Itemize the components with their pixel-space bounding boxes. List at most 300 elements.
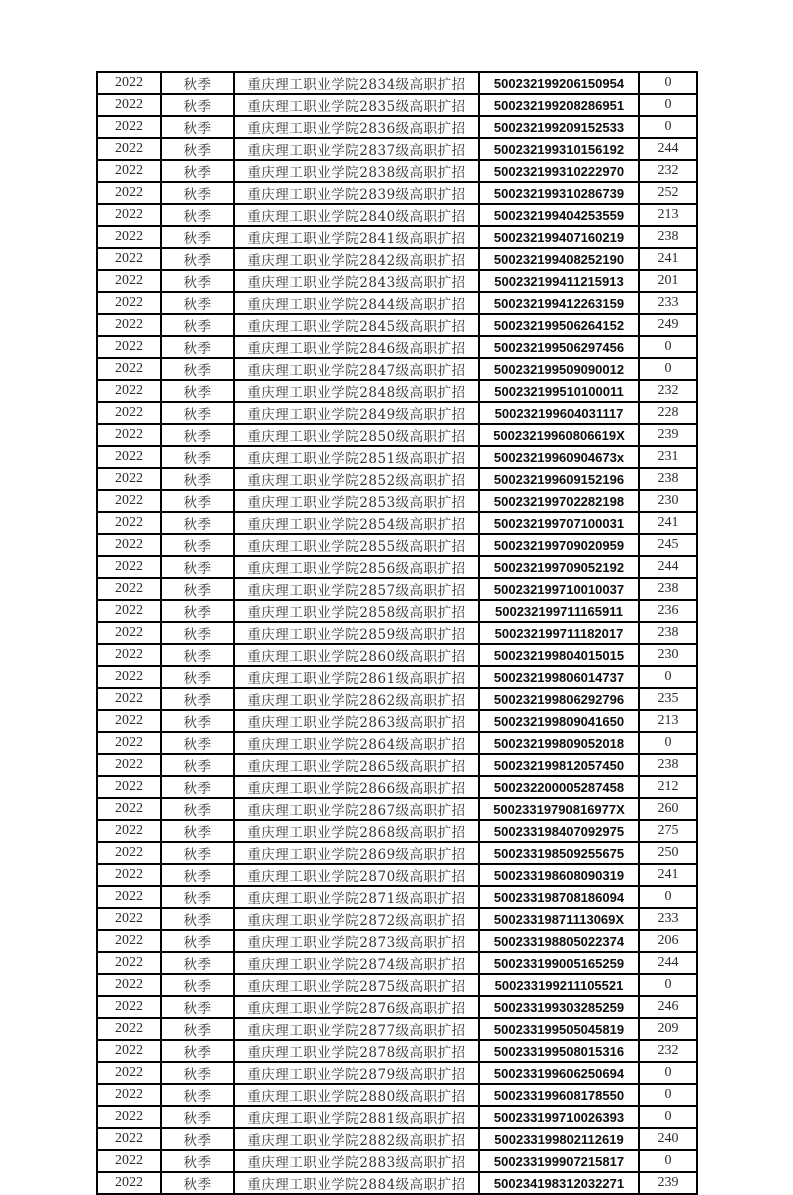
table-row xyxy=(97,512,697,534)
class-name-cell: 重庆理工职业学院2861级高职扩招 xyxy=(234,666,479,688)
season-cell: 秋季 xyxy=(161,710,234,732)
class-name-cell: 重庆理工职业学院2863级高职扩招 xyxy=(234,710,479,732)
year-cell: 2022 xyxy=(97,248,161,270)
season-cell: 秋季 xyxy=(161,842,234,864)
id-number-cell: 500233198708186094 xyxy=(479,886,639,908)
score-cell: 244 xyxy=(639,138,697,160)
year-cell: 2022 xyxy=(97,1106,161,1128)
table-row xyxy=(97,490,697,512)
season-cell: 秋季 xyxy=(161,622,234,644)
score-cell: 0 xyxy=(639,732,697,754)
season-cell: 秋季 xyxy=(161,512,234,534)
table-row xyxy=(97,886,697,908)
year-cell: 2022 xyxy=(97,424,161,446)
season-cell: 秋季 xyxy=(161,952,234,974)
season-cell: 秋季 xyxy=(161,204,234,226)
class-name-cell: 重庆理工职业学院2883级高职扩招 xyxy=(234,1150,479,1172)
table-row xyxy=(97,688,697,710)
year-cell: 2022 xyxy=(97,1062,161,1084)
class-name-cell: 重庆理工职业学院2857级高职扩招 xyxy=(234,578,479,600)
year-cell: 2022 xyxy=(97,1018,161,1040)
year-cell: 2022 xyxy=(97,490,161,512)
class-name-cell: 重庆理工职业学院2871级高职扩招 xyxy=(234,886,479,908)
id-number-cell: 500232199707100031 xyxy=(479,512,639,534)
season-cell: 秋季 xyxy=(161,248,234,270)
id-number-cell: 500232199208286951 xyxy=(479,94,639,116)
table-row xyxy=(97,1106,697,1128)
class-name-cell: 重庆理工职业学院2884级高职扩招 xyxy=(234,1172,479,1194)
year-cell: 2022 xyxy=(97,204,161,226)
table-row xyxy=(97,974,697,996)
year-cell: 2022 xyxy=(97,688,161,710)
class-name-cell: 重庆理工职业学院2870级高职扩招 xyxy=(234,864,479,886)
score-cell: 232 xyxy=(639,160,697,182)
id-number-cell: 500232199310286739 xyxy=(479,182,639,204)
id-number-cell: 500232199412263159 xyxy=(479,292,639,314)
table-row xyxy=(97,556,697,578)
score-cell: 206 xyxy=(639,930,697,952)
year-cell: 2022 xyxy=(97,600,161,622)
table-row xyxy=(97,1062,697,1084)
class-name-cell: 重庆理工职业学院2848级高职扩招 xyxy=(234,380,479,402)
score-cell: 230 xyxy=(639,644,697,666)
class-name-cell: 重庆理工职业学院2851级高职扩招 xyxy=(234,446,479,468)
score-cell: 0 xyxy=(639,94,697,116)
season-cell: 秋季 xyxy=(161,886,234,908)
season-cell: 秋季 xyxy=(161,182,234,204)
season-cell: 秋季 xyxy=(161,116,234,138)
year-cell: 2022 xyxy=(97,952,161,974)
table-row xyxy=(97,666,697,688)
season-cell: 秋季 xyxy=(161,1172,234,1194)
table-row xyxy=(97,952,697,974)
table-row xyxy=(97,1150,697,1172)
table-row xyxy=(97,1018,697,1040)
id-number-cell: 50023219960904673x xyxy=(479,446,639,468)
season-cell: 秋季 xyxy=(161,908,234,930)
season-cell: 秋季 xyxy=(161,798,234,820)
year-cell: 2022 xyxy=(97,732,161,754)
season-cell: 秋季 xyxy=(161,160,234,182)
id-number-cell: 500232199806014737 xyxy=(479,666,639,688)
id-number-cell: 500233199802112619 xyxy=(479,1128,639,1150)
id-number-cell: 500232199604031117 xyxy=(479,402,639,424)
season-cell: 秋季 xyxy=(161,468,234,490)
class-name-cell: 重庆理工职业学院2847级高职扩招 xyxy=(234,358,479,380)
score-cell: 246 xyxy=(639,996,697,1018)
table-row xyxy=(97,776,697,798)
id-number-cell: 500232199310222970 xyxy=(479,160,639,182)
id-number-cell: 500233199005165259 xyxy=(479,952,639,974)
id-number-cell: 500232199510100011 xyxy=(479,380,639,402)
score-cell: 209 xyxy=(639,1018,697,1040)
score-cell: 230 xyxy=(639,490,697,512)
class-name-cell: 重庆理工职业学院2849级高职扩招 xyxy=(234,402,479,424)
class-name-cell: 重庆理工职业学院2846级高职扩招 xyxy=(234,336,479,358)
class-name-cell: 重庆理工职业学院2850级高职扩招 xyxy=(234,424,479,446)
table-row xyxy=(97,292,697,314)
year-cell: 2022 xyxy=(97,72,161,94)
table-row xyxy=(97,864,697,886)
table-row xyxy=(97,402,697,424)
season-cell: 秋季 xyxy=(161,94,234,116)
score-cell: 213 xyxy=(639,710,697,732)
year-cell: 2022 xyxy=(97,270,161,292)
table-row xyxy=(97,710,697,732)
year-cell: 2022 xyxy=(97,1040,161,1062)
id-number-cell: 500232199506297456 xyxy=(479,336,639,358)
score-cell: 240 xyxy=(639,1128,697,1150)
table-row xyxy=(97,424,697,446)
class-name-cell: 重庆理工职业学院2876级高职扩招 xyxy=(234,996,479,1018)
season-cell: 秋季 xyxy=(161,754,234,776)
id-number-cell: 500232199404253559 xyxy=(479,204,639,226)
id-number-cell: 500232199407160219 xyxy=(479,226,639,248)
season-cell: 秋季 xyxy=(161,600,234,622)
id-number-cell: 500232199711165911 xyxy=(479,600,639,622)
season-cell: 秋季 xyxy=(161,776,234,798)
results-table xyxy=(96,71,698,1195)
class-name-cell: 重庆理工职业学院2855级高职扩招 xyxy=(234,534,479,556)
class-name-cell: 重庆理工职业学院2837级高职扩招 xyxy=(234,138,479,160)
score-cell: 238 xyxy=(639,226,697,248)
score-cell: 252 xyxy=(639,182,697,204)
class-name-cell: 重庆理工职业学院2875级高职扩招 xyxy=(234,974,479,996)
table-row xyxy=(97,226,697,248)
table-row xyxy=(97,908,697,930)
year-cell: 2022 xyxy=(97,930,161,952)
id-number-cell: 500233199608178550 xyxy=(479,1084,639,1106)
score-cell: 241 xyxy=(639,864,697,886)
score-cell: 0 xyxy=(639,116,697,138)
year-cell: 2022 xyxy=(97,138,161,160)
season-cell: 秋季 xyxy=(161,490,234,512)
year-cell: 2022 xyxy=(97,446,161,468)
class-name-cell: 重庆理工职业学院2865级高职扩招 xyxy=(234,754,479,776)
season-cell: 秋季 xyxy=(161,1106,234,1128)
year-cell: 2022 xyxy=(97,358,161,380)
table-row xyxy=(97,1040,697,1062)
id-number-cell: 500233199606250694 xyxy=(479,1062,639,1084)
class-name-cell: 重庆理工职业学院2881级高职扩招 xyxy=(234,1106,479,1128)
table-row xyxy=(97,622,697,644)
id-number-cell: 500233198509255675 xyxy=(479,842,639,864)
table-row xyxy=(97,160,697,182)
year-cell: 2022 xyxy=(97,1084,161,1106)
id-number-cell: 500233198608090319 xyxy=(479,864,639,886)
season-cell: 秋季 xyxy=(161,380,234,402)
score-cell: 0 xyxy=(639,1062,697,1084)
id-number-cell: 500232199806292796 xyxy=(479,688,639,710)
table-row xyxy=(97,732,697,754)
score-cell: 212 xyxy=(639,776,697,798)
year-cell: 2022 xyxy=(97,754,161,776)
class-name-cell: 重庆理工职业学院2879级高职扩招 xyxy=(234,1062,479,1084)
id-number-cell: 500232199609152196 xyxy=(479,468,639,490)
year-cell: 2022 xyxy=(97,512,161,534)
table-row xyxy=(97,600,697,622)
score-cell: 228 xyxy=(639,402,697,424)
table-row xyxy=(97,358,697,380)
year-cell: 2022 xyxy=(97,820,161,842)
season-cell: 秋季 xyxy=(161,1018,234,1040)
class-name-cell: 重庆理工职业学院2835级高职扩招 xyxy=(234,94,479,116)
score-cell: 231 xyxy=(639,446,697,468)
year-cell: 2022 xyxy=(97,776,161,798)
year-cell: 2022 xyxy=(97,1150,161,1172)
score-cell: 241 xyxy=(639,248,697,270)
class-name-cell: 重庆理工职业学院2859级高职扩招 xyxy=(234,622,479,644)
table-row xyxy=(97,1084,697,1106)
score-cell: 201 xyxy=(639,270,697,292)
year-cell: 2022 xyxy=(97,336,161,358)
year-cell: 2022 xyxy=(97,864,161,886)
year-cell: 2022 xyxy=(97,996,161,1018)
score-cell: 232 xyxy=(639,380,697,402)
score-cell: 250 xyxy=(639,842,697,864)
season-cell: 秋季 xyxy=(161,578,234,600)
table-row xyxy=(97,754,697,776)
season-cell: 秋季 xyxy=(161,688,234,710)
id-number-cell: 500232199411215913 xyxy=(479,270,639,292)
table-row xyxy=(97,798,697,820)
table-row xyxy=(97,116,697,138)
score-cell: 238 xyxy=(639,754,697,776)
year-cell: 2022 xyxy=(97,534,161,556)
class-name-cell: 重庆理工职业学院2873级高职扩招 xyxy=(234,930,479,952)
id-number-cell: 500233198805022374 xyxy=(479,930,639,952)
year-cell: 2022 xyxy=(97,380,161,402)
class-name-cell: 重庆理工职业学院2868级高职扩招 xyxy=(234,820,479,842)
score-cell: 233 xyxy=(639,908,697,930)
season-cell: 秋季 xyxy=(161,732,234,754)
score-cell: 0 xyxy=(639,358,697,380)
score-cell: 241 xyxy=(639,512,697,534)
year-cell: 2022 xyxy=(97,314,161,336)
score-cell: 0 xyxy=(639,1106,697,1128)
table-row xyxy=(97,380,697,402)
table-row xyxy=(97,1172,697,1194)
score-cell: 0 xyxy=(639,72,697,94)
season-cell: 秋季 xyxy=(161,138,234,160)
score-cell: 0 xyxy=(639,974,697,996)
table-row xyxy=(97,842,697,864)
class-name-cell: 重庆理工职业学院2867级高职扩招 xyxy=(234,798,479,820)
season-cell: 秋季 xyxy=(161,996,234,1018)
season-cell: 秋季 xyxy=(161,1040,234,1062)
id-number-cell: 500232200005287458 xyxy=(479,776,639,798)
table-row xyxy=(97,534,697,556)
season-cell: 秋季 xyxy=(161,424,234,446)
season-cell: 秋季 xyxy=(161,666,234,688)
id-number-cell: 500233199907215817 xyxy=(479,1150,639,1172)
id-number-cell: 500233199710026393 xyxy=(479,1106,639,1128)
year-cell: 2022 xyxy=(97,1128,161,1150)
class-name-cell: 重庆理工职业学院2874级高职扩招 xyxy=(234,952,479,974)
score-cell: 238 xyxy=(639,578,697,600)
score-cell: 260 xyxy=(639,798,697,820)
score-cell: 235 xyxy=(639,688,697,710)
class-name-cell: 重庆理工职业学院2858级高职扩招 xyxy=(234,600,479,622)
year-cell: 2022 xyxy=(97,226,161,248)
year-cell: 2022 xyxy=(97,842,161,864)
id-number-cell: 500232199702282198 xyxy=(479,490,639,512)
season-cell: 秋季 xyxy=(161,864,234,886)
id-number-cell: 500232199509090012 xyxy=(479,358,639,380)
year-cell: 2022 xyxy=(97,292,161,314)
season-cell: 秋季 xyxy=(161,446,234,468)
id-number-cell: 500233199508015316 xyxy=(479,1040,639,1062)
score-cell: 239 xyxy=(639,424,697,446)
year-cell: 2022 xyxy=(97,710,161,732)
season-cell: 秋季 xyxy=(161,292,234,314)
class-name-cell: 重庆理工职业学院2856级高职扩招 xyxy=(234,556,479,578)
id-number-cell: 500232199812057450 xyxy=(479,754,639,776)
score-cell: 249 xyxy=(639,314,697,336)
season-cell: 秋季 xyxy=(161,820,234,842)
table-row xyxy=(97,182,697,204)
year-cell: 2022 xyxy=(97,556,161,578)
score-cell: 238 xyxy=(639,622,697,644)
class-name-cell: 重庆理工职业学院2843级高职扩招 xyxy=(234,270,479,292)
id-number-cell: 50023319871113069X xyxy=(479,908,639,930)
table-row xyxy=(97,468,697,490)
class-name-cell: 重庆理工职业学院2838级高职扩招 xyxy=(234,160,479,182)
results-table-body xyxy=(97,72,697,1194)
score-cell: 0 xyxy=(639,1084,697,1106)
score-cell: 233 xyxy=(639,292,697,314)
year-cell: 2022 xyxy=(97,578,161,600)
year-cell: 2022 xyxy=(97,666,161,688)
id-number-cell: 500233198407092975 xyxy=(479,820,639,842)
score-cell: 236 xyxy=(639,600,697,622)
table-row xyxy=(97,1128,697,1150)
year-cell: 2022 xyxy=(97,974,161,996)
table-row xyxy=(97,820,697,842)
table-row xyxy=(97,248,697,270)
year-cell: 2022 xyxy=(97,644,161,666)
class-name-cell: 重庆理工职业学院2840级高职扩招 xyxy=(234,204,479,226)
table-row xyxy=(97,314,697,336)
class-name-cell: 重庆理工职业学院2842级高职扩招 xyxy=(234,248,479,270)
score-cell: 275 xyxy=(639,820,697,842)
season-cell: 秋季 xyxy=(161,1128,234,1150)
table-row xyxy=(97,578,697,600)
table-row xyxy=(97,644,697,666)
year-cell: 2022 xyxy=(97,182,161,204)
score-cell: 245 xyxy=(639,534,697,556)
score-cell: 244 xyxy=(639,952,697,974)
class-name-cell: 重庆理工职业学院2841级高职扩招 xyxy=(234,226,479,248)
season-cell: 秋季 xyxy=(161,270,234,292)
score-cell: 0 xyxy=(639,336,697,358)
table-row xyxy=(97,336,697,358)
season-cell: 秋季 xyxy=(161,534,234,556)
year-cell: 2022 xyxy=(97,160,161,182)
season-cell: 秋季 xyxy=(161,72,234,94)
class-name-cell: 重庆理工职业学院2882级高职扩招 xyxy=(234,1128,479,1150)
season-cell: 秋季 xyxy=(161,1084,234,1106)
score-cell: 232 xyxy=(639,1040,697,1062)
id-number-cell: 500232199310156192 xyxy=(479,138,639,160)
season-cell: 秋季 xyxy=(161,930,234,952)
class-name-cell: 重庆理工职业学院2853级高职扩招 xyxy=(234,490,479,512)
table-row xyxy=(97,446,697,468)
season-cell: 秋季 xyxy=(161,556,234,578)
score-cell: 239 xyxy=(639,1172,697,1194)
year-cell: 2022 xyxy=(97,402,161,424)
class-name-cell: 重庆理工职业学院2877级高职扩招 xyxy=(234,1018,479,1040)
id-number-cell: 500232199711182017 xyxy=(479,622,639,644)
class-name-cell: 重庆理工职业学院2862级高职扩招 xyxy=(234,688,479,710)
id-number-cell: 500233199303285259 xyxy=(479,996,639,1018)
year-cell: 2022 xyxy=(97,468,161,490)
id-number-cell: 50023219960806619X xyxy=(479,424,639,446)
class-name-cell: 重庆理工职业学院2872级高职扩招 xyxy=(234,908,479,930)
class-name-cell: 重庆理工职业学院2836级高职扩招 xyxy=(234,116,479,138)
id-number-cell: 500233199211105521 xyxy=(479,974,639,996)
class-name-cell: 重庆理工职业学院2852级高职扩招 xyxy=(234,468,479,490)
year-cell: 2022 xyxy=(97,1172,161,1194)
class-name-cell: 重庆理工职业学院2880级高职扩招 xyxy=(234,1084,479,1106)
class-name-cell: 重庆理工职业学院2878级高职扩招 xyxy=(234,1040,479,1062)
table-row xyxy=(97,930,697,952)
id-number-cell: 500232199408252190 xyxy=(479,248,639,270)
table-row xyxy=(97,996,697,1018)
class-name-cell: 重庆理工职业学院2839级高职扩招 xyxy=(234,182,479,204)
class-name-cell: 重庆理工职业学院2869级高职扩招 xyxy=(234,842,479,864)
table-row xyxy=(97,270,697,292)
id-number-cell: 500232199506264152 xyxy=(479,314,639,336)
id-number-cell: 500232199209152533 xyxy=(479,116,639,138)
id-number-cell: 500232199804015015 xyxy=(479,644,639,666)
id-number-cell: 500232199809052018 xyxy=(479,732,639,754)
class-name-cell: 重庆理工职业学院2834级高职扩招 xyxy=(234,72,479,94)
class-name-cell: 重庆理工职业学院2854级高职扩招 xyxy=(234,512,479,534)
id-number-cell: 500234198312032271 xyxy=(479,1172,639,1194)
season-cell: 秋季 xyxy=(161,974,234,996)
score-cell: 0 xyxy=(639,666,697,688)
score-cell: 0 xyxy=(639,1150,697,1172)
class-name-cell: 重庆理工职业学院2866级高职扩招 xyxy=(234,776,479,798)
id-number-cell: 500232199809041650 xyxy=(479,710,639,732)
class-name-cell: 重庆理工职业学院2864级高职扩招 xyxy=(234,732,479,754)
score-cell: 213 xyxy=(639,204,697,226)
table-row xyxy=(97,204,697,226)
id-number-cell: 50023319790816977X xyxy=(479,798,639,820)
season-cell: 秋季 xyxy=(161,336,234,358)
season-cell: 秋季 xyxy=(161,402,234,424)
id-number-cell: 500232199709020959 xyxy=(479,534,639,556)
id-number-cell: 500232199710010037 xyxy=(479,578,639,600)
year-cell: 2022 xyxy=(97,94,161,116)
table-row xyxy=(97,72,697,94)
table-row xyxy=(97,94,697,116)
year-cell: 2022 xyxy=(97,622,161,644)
score-cell: 244 xyxy=(639,556,697,578)
year-cell: 2022 xyxy=(97,798,161,820)
season-cell: 秋季 xyxy=(161,644,234,666)
season-cell: 秋季 xyxy=(161,314,234,336)
class-name-cell: 重庆理工职业学院2844级高职扩招 xyxy=(234,292,479,314)
season-cell: 秋季 xyxy=(161,358,234,380)
class-name-cell: 重庆理工职业学院2845级高职扩招 xyxy=(234,314,479,336)
id-number-cell: 500233199505045819 xyxy=(479,1018,639,1040)
score-cell: 0 xyxy=(639,886,697,908)
year-cell: 2022 xyxy=(97,886,161,908)
score-cell: 238 xyxy=(639,468,697,490)
id-number-cell: 500232199709052192 xyxy=(479,556,639,578)
